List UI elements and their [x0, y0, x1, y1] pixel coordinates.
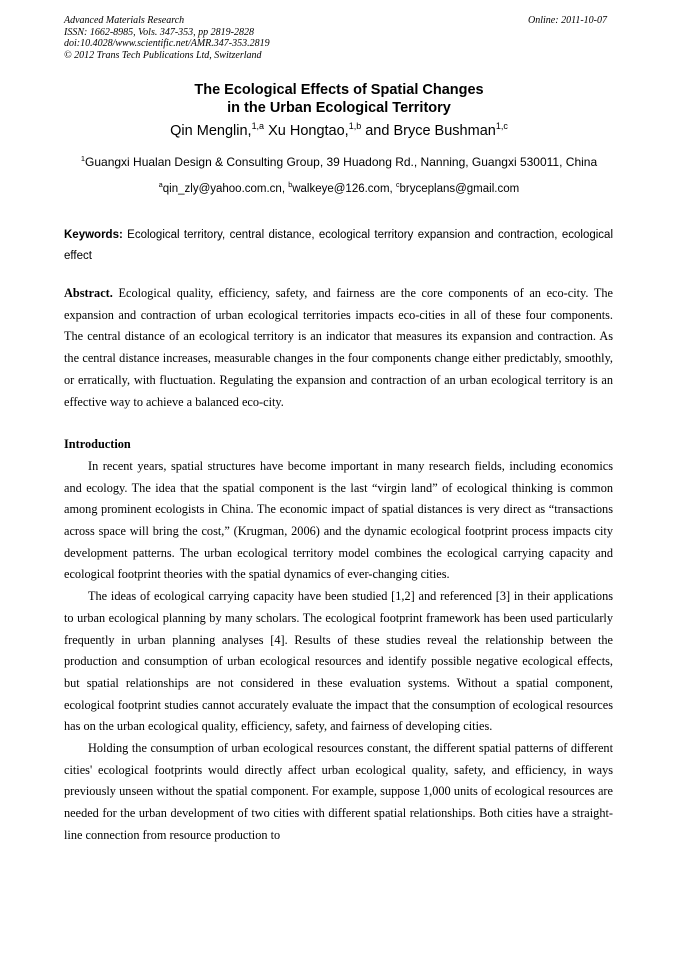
keywords — [64, 225, 613, 267]
email-a-marker: a — [158, 181, 163, 190]
paper-body — [64, 283, 613, 847]
paper-title — [0, 81, 678, 117]
doi-line: doi:10.4028/www.scientific.net/AMR.347-353.2819 — [64, 38, 270, 49]
running-header — [64, 15, 607, 61]
affiliation-text: Guangxi Hualan Design & Consulting Group, 39 Huadong Rd., Nanning, Guangxi 530011, China — [85, 155, 598, 169]
journal-name: Advanced Materials Research — [64, 15, 185, 26]
online-date: Online: 2011-10-07 — [528, 15, 607, 26]
email-c: bryceplans@gmail.com — [399, 183, 520, 195]
intro-paragraph-3: Holding the consumption of urban ecological resources constant, the different spatial patterns of different cities' ecological footprints would directly affect urban ecological quality, safety, and efficiency, in ways previously unseen without the spatial component. For example, suppose 1,000 units of ecological resources are needed for the urban development of two cities with different spatial relationships. Both cities have a straight-line connection from resource production to — [64, 741, 613, 842]
title-line-1: The Ecological Effects of Spatial Changes — [194, 82, 484, 98]
intro-paragraph-1: In recent years, spatial structures have become important in many research fields, including economics and ecology. The idea that the spatial component is the last “virgin land” of ecological thinking is common among prominent ecologists in China. The economic impact of spatial distances is very direct as “transactions across space will bring the cost,” (Krugman, 2006) and the dynamic ecological footprint process impacts city development patterns. The urban ecological territory model combines the ecological carrying capacity and ecological footprint theories with the spatial dynamics of ever-changing cities. — [64, 458, 613, 582]
author-1: Qin Menglin, — [170, 123, 252, 139]
abstract-text: Ecological quality, efficiency, safety, and fairness are the core components of an eco-city. The expansion and contraction of urban ecological territories impacts eco-cities in all of these four components. The central distance of an ecological territory is an indicator that measures its expansion and contraction. As the central distance increases, measurable changes in the four components change either predictably, smoothly, or erratically, with fluctuation. Regulating the expansion and contraction of an urban ecological territory is an effective way to achieve a balanced eco-city. — [64, 286, 613, 409]
abstract-label: Abstract. — [64, 286, 113, 300]
author-2-affil: 1,b — [348, 121, 362, 132]
author-3-affil: 1,c — [495, 121, 508, 132]
keywords-label: Keywords: — [64, 229, 123, 241]
section-heading-introduction: Introduction — [64, 437, 131, 452]
author-2: Xu Hongtao, — [264, 123, 349, 139]
author-3: and Bryce Bushman — [361, 123, 496, 139]
intro-paragraph-2: The ideas of ecological carrying capacity have been studied [1,2] and referenced [3] in their applications to urban ecological planning by many scholars. The ecological footprint framework has been used particularly frequently in urban planning analyses [4]. Results of these studies reveal the relationship between the production and consumption of urban ecological resources and identify possible negative ecological effects, but spatial relationships are not considered in these evaluation systems. Without a spatial component, ecological footprint studies cannot accurately evaluate the impact that the consumption of ecological resources has on the urban ecological quality, efficiency, safety, and fairness of developing cities. — [64, 589, 613, 734]
author-1-affil: 1,a — [251, 121, 265, 132]
issn-line: ISSN: 1662-8985, Vols. 347-353, pp 2819-2828 — [64, 26, 254, 38]
email-b: walkeye@126.com, — [292, 183, 396, 195]
keywords-text: Ecological territory, central distance, ecological territory expansion and contraction, ecological effect — [64, 229, 613, 262]
email-c-marker: c — [395, 181, 400, 190]
email-b-marker: b — [288, 181, 293, 190]
abstract — [64, 283, 613, 413]
affiliation — [0, 155, 678, 169]
author-list — [0, 123, 678, 139]
email-a: qin_zly@yahoo.com.cn, — [162, 183, 289, 195]
affiliation-marker: 1 — [80, 154, 86, 163]
copyright-line: © 2012 Trans Tech Publications Ltd, Switzerland — [64, 49, 262, 61]
title-line-2: in the Urban Ecological Territory — [227, 100, 451, 116]
author-emails — [0, 183, 678, 195]
